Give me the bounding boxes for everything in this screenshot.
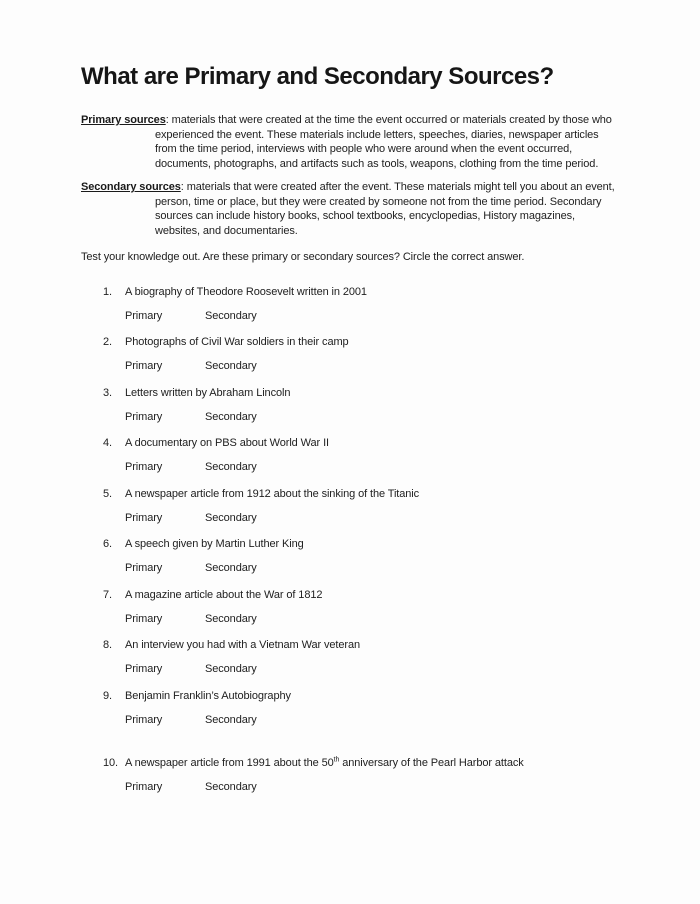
- option-secondary-2[interactable]: Secondary: [205, 360, 257, 372]
- question-3-text: Letters written by Abraham Lincoln: [125, 386, 291, 399]
- question-1-options: [125, 309, 700, 324]
- option-secondary-7[interactable]: Secondary: [205, 612, 257, 625]
- question-9-line: [103, 689, 700, 704]
- question-10-superscript: th: [333, 756, 340, 764]
- definition-line: person, time or place, but they were created by someone not from the time period. Secondary: [155, 195, 602, 208]
- question-2-options: [125, 359, 700, 374]
- question-7: [103, 588, 700, 627]
- question-10-line: [103, 756, 700, 771]
- definition-line: [81, 180, 700, 195]
- question-5: [103, 487, 700, 526]
- question-3-options: [125, 410, 700, 425]
- question-4-line: [103, 436, 700, 451]
- question-1: [103, 285, 700, 324]
- definition-secondary-sources: [81, 180, 700, 238]
- definition-text: : materials that were created at the time the event occurred or materials created by those who: [165, 114, 612, 126]
- question-3-number: 3.: [103, 386, 112, 399]
- option-secondary-5[interactable]: Secondary: [205, 511, 257, 524]
- question-5-number: 5.: [103, 487, 112, 500]
- question-6-number: 6.: [103, 538, 112, 550]
- option-secondary-10[interactable]: Secondary: [205, 781, 257, 793]
- option-secondary-3[interactable]: Secondary: [205, 410, 257, 423]
- question-10-number: 10.: [103, 757, 118, 769]
- definition-line: from the time period, interviews with people who were around when the event occurred,: [155, 143, 573, 155]
- question-7-options: [125, 612, 700, 627]
- question-1-number: 1.: [103, 285, 112, 298]
- question-6-text: A speech given by Martin Luther King: [125, 538, 304, 550]
- question-6-line: [103, 537, 700, 552]
- question-8: [103, 638, 700, 677]
- question-5-line: [103, 487, 700, 502]
- option-secondary-9[interactable]: Secondary: [205, 713, 257, 726]
- question-4-text: A documentary on PBS about World War II: [125, 437, 329, 449]
- definition-line: documents, photographs, and artifacts such as tools, weapons, clothing from the time period.: [155, 157, 599, 170]
- question-9-options: [125, 713, 700, 728]
- definition-line: websites, and documentaries.: [155, 224, 298, 237]
- question-9: [103, 689, 700, 728]
- question-4: [103, 436, 700, 475]
- question-6-options: [125, 561, 700, 576]
- option-secondary-4[interactable]: Secondary: [205, 461, 257, 473]
- question-7-line: [103, 588, 700, 603]
- option-primary-5[interactable]: Primary: [125, 511, 163, 524]
- definition-primary-sources: [81, 113, 700, 171]
- definition-line: experienced the event. These materials include letters, speeches, diaries, newspaper articles: [155, 128, 599, 141]
- question-7-number: 7.: [103, 588, 112, 601]
- option-primary-6[interactable]: Primary: [125, 562, 163, 574]
- question-1-text: A biography of Theodore Roosevelt written in 2001: [125, 285, 367, 298]
- option-primary-9[interactable]: Primary: [125, 713, 163, 726]
- option-primary-7[interactable]: Primary: [125, 612, 163, 625]
- question-4-options: [125, 460, 700, 475]
- question-3: [103, 386, 700, 425]
- option-secondary-8[interactable]: Secondary: [205, 663, 257, 675]
- question-2-number: 2.: [103, 336, 112, 348]
- question-5-text: A newspaper article from 1912 about the sinking of the Titanic: [125, 487, 420, 500]
- question-10-text-start: A newspaper article from 1991 about the 50: [125, 757, 334, 769]
- question-list: [103, 285, 700, 795]
- secondary-sources-term: Secondary sources: [81, 181, 181, 193]
- question-8-number: 8.: [103, 639, 112, 651]
- question-2: [103, 335, 700, 374]
- option-primary-8[interactable]: Primary: [125, 663, 163, 675]
- question-8-text: An interview you had with a Vietnam War veteran: [125, 639, 360, 651]
- option-primary-10[interactable]: Primary: [125, 781, 163, 793]
- question-10: [103, 756, 700, 795]
- question-8-line: [103, 638, 700, 653]
- question-10-options: [125, 780, 700, 795]
- question-9-text: Benjamin Franklin’s Autobiography: [125, 689, 291, 702]
- question-6: [103, 537, 700, 576]
- question-2-text: Photographs of Civil War soldiers in their camp: [125, 336, 349, 348]
- question-9-number: 9.: [103, 689, 112, 702]
- definition-text: : materials that were created after the event. These materials might tell you about an event,: [180, 181, 615, 193]
- question-5-options: [125, 511, 700, 526]
- option-primary-2[interactable]: Primary: [125, 360, 163, 372]
- option-secondary-1[interactable]: Secondary: [205, 309, 257, 322]
- option-secondary-6[interactable]: Secondary: [205, 562, 257, 574]
- option-primary-4[interactable]: Primary: [125, 461, 163, 473]
- instructions-text: Test your knowledge out. Are these primary or secondary sources? Circle the correct answer.: [81, 251, 525, 263]
- question-8-options: [125, 662, 700, 677]
- primary-sources-term: Primary sources: [81, 114, 166, 126]
- option-primary-1[interactable]: Primary: [125, 309, 163, 322]
- question-1-line: [103, 285, 700, 300]
- question-10-text: [125, 757, 524, 769]
- page-title: What are Primary and Secondary Sources?: [81, 63, 554, 90]
- option-primary-3[interactable]: Primary: [125, 410, 163, 423]
- question-2-line: [103, 335, 700, 350]
- question-7-text: A magazine article about the War of 1812: [125, 588, 323, 601]
- question-3-line: [103, 386, 700, 401]
- question-10-text-end: anniversary of the Pearl Harbor attack: [339, 757, 524, 769]
- definition-line: [81, 113, 700, 128]
- question-4-number: 4.: [103, 437, 112, 449]
- definition-line: sources can include history books, school textbooks, encyclopedias, History magazines,: [155, 210, 576, 222]
